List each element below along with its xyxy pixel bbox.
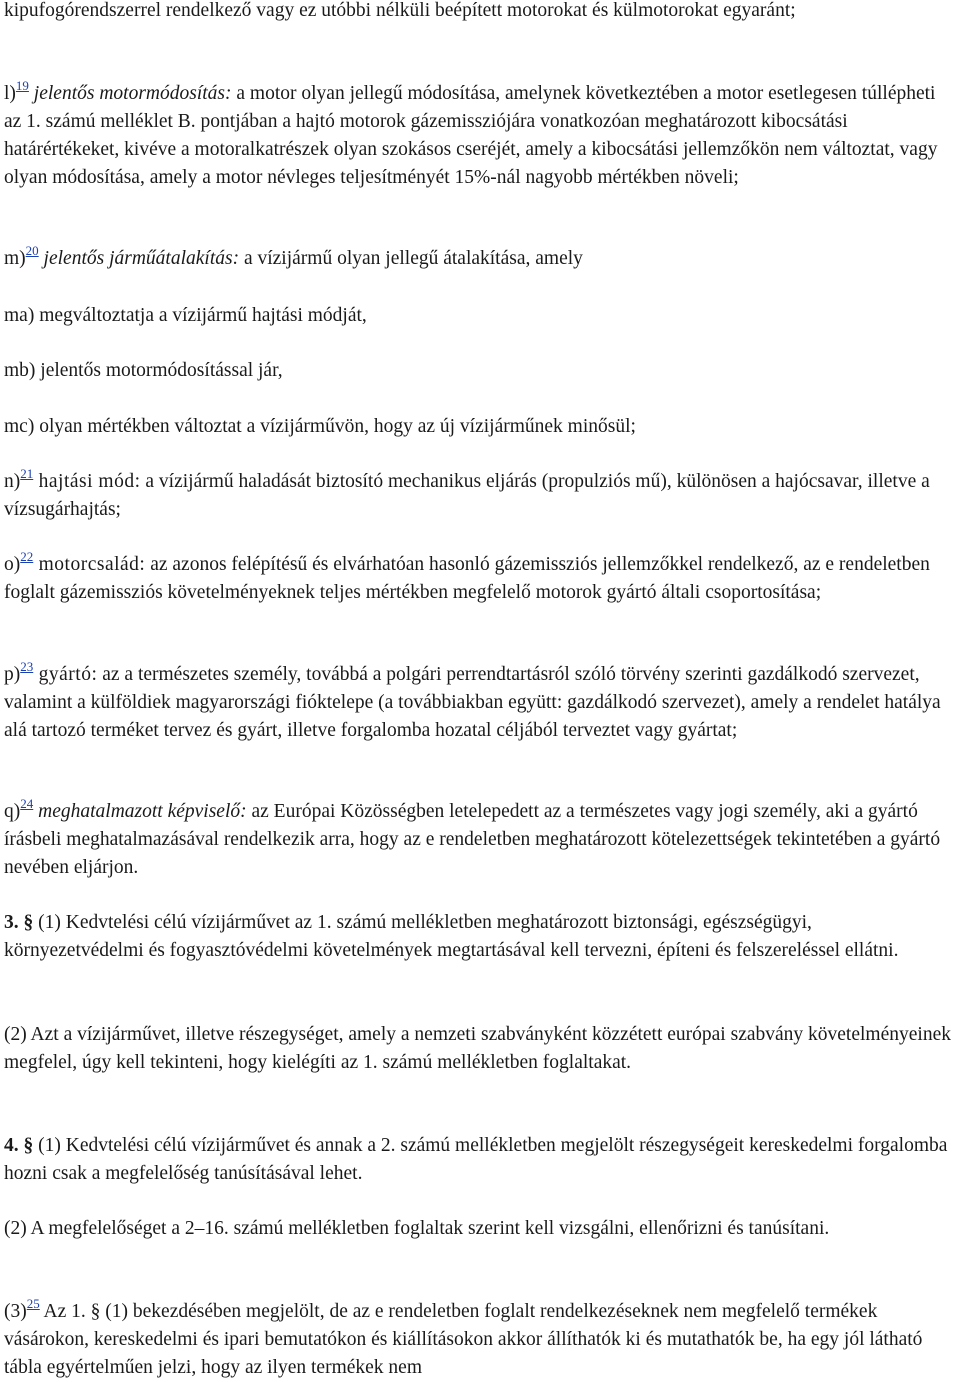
footnote-link-20[interactable]: 20 (25, 243, 39, 258)
item-label: m) (4, 248, 26, 269)
term: meghatalmazott képviselő: (33, 801, 247, 822)
definition-text: az azonos felépítésű és elvárhatóan hasonló gázemissziós jellemzőkkel rendelkező, az e rendeletben foglalt gázemissziós követelményeknek teljes mértékben megfelelő motorok gyártó általi csoportosítása; (4, 554, 930, 603)
term: jelentős motormódosítás: (28, 83, 232, 104)
definition-o (4, 551, 952, 607)
paragraph-text: mb) jelentős motormódosítással jár, (4, 360, 283, 381)
footnote-link-25[interactable]: 25 (26, 1296, 40, 1311)
paragraph-text: (1) Kedvtelési célú vízijárművet és annak a 2. számú mellékletben megjelölt részegységeit kereskedelmi forgalomba hozni csak a megfelelőség tanúsításával lehet. (4, 1135, 948, 1184)
definition-m (4, 245, 952, 273)
section-3-paragraph-1 (4, 909, 952, 965)
subitem-mc (4, 413, 952, 441)
definition-p (4, 661, 952, 745)
footnote-link-19[interactable]: 19 (15, 78, 29, 93)
paragraph-text: Az 1. § (1) bekezdésében megjelölt, de az e rendeletben foglalt rendelkezéseknek nem megfelelő termékek vásárokon, kereskedelmi és ipari bemutatókon és kiállításokon akkor állíthatók ki és mutathatók be, ha egy jól látható tábla egyértelműen jelzi, hogy az ilyen termékek nem (4, 1301, 923, 1378)
section-4-paragraph-3 (4, 1298, 952, 1382)
definition-text: a motor olyan jellegű módosítása, amelynek következtében a motor esetlegesen túllépheti az 1. számú melléklet B. pontjában a hajtó motorok gázemissziójára vonatkozóan meghatározott kibocsátási határértékeket, kivéve a motoralkatrészek olyan szokásos cseréjét, amely a kibocsátási jellemzőkön nem változtat, vagy olyan módosítása, amely a motor névleges teljesítményét 15%-nál nagyobb mértékben növeli; (4, 83, 938, 188)
footnote-link-24[interactable]: 24 (20, 796, 34, 811)
paragraph-text: mc) olyan mértékben változtat a vízijárművön, hogy az új vízijárműnek minősül; (4, 416, 636, 437)
section-4-paragraph-1 (4, 1132, 952, 1188)
footnote-link-21[interactable]: 21 (20, 466, 34, 481)
item-label: p) (4, 664, 21, 685)
term: jelentős járműátalakítás: (38, 248, 240, 269)
term: gyártó: (33, 664, 98, 685)
section-number: 4. § (4, 1135, 34, 1156)
section-number: 3. § (4, 912, 34, 933)
subitem-ma (4, 302, 952, 330)
section-3-paragraph-2 (4, 1021, 952, 1077)
paragraph-text: (2) A megfelelőséget a 2–16. számú mellékletben foglaltak szerint kell vizsgálni, ellenőrizni és tanúsítani. (4, 1218, 830, 1239)
item-label: o) (4, 554, 21, 575)
item-label: q) (4, 801, 21, 822)
item-label: n) (4, 471, 21, 492)
footnote-link-22[interactable]: 22 (20, 549, 34, 564)
subitem-mb (4, 357, 952, 385)
item-label: (3) (4, 1301, 27, 1322)
section-4-paragraph-2 (4, 1215, 952, 1243)
term: hajtási mód: (33, 471, 141, 492)
definition-q (4, 798, 952, 882)
paragraph-text: kipufogórendszerrel rendelkező vagy ez utóbbi nélküli beépített motorokat és külmotorokat egyaránt; (4, 0, 796, 21)
paragraph-text: (2) Azt a vízijárművet, illetve részegységet, amely a nemzeti szabványként közzétett európai szabvány követelményeinek megfelel, úgy kell tekinteni, hogy kielégíti az 1. számú mellékletben foglaltakat. (4, 1024, 951, 1073)
definition-text: a vízijármű olyan jellegű átalakítása, amely (239, 248, 583, 269)
paragraph-text: ma) megváltoztatja a vízijármű hajtási módját, (4, 305, 367, 326)
definition-l (4, 80, 952, 192)
definition-n (4, 468, 952, 524)
definition-text: a vízijármű haladását biztosító mechanikus eljárás (propulziós mű), különösen a hajócsavar, illetve a vízsugárhajtás; (4, 471, 930, 520)
definition-text: az a természetes személy, továbbá a polgári perrendtartásról szóló törvény szerinti gazdálkodó szervezet, valamint a külföldiek magyarországi fióktelepe (a továbbiakban együtt: gazdálkodó szervezet), amely a rendelet hatálya alá tartozó terméket tervez és gyárt, illetve forgalomba hozatal céljából terveztet vagy gyártat; (4, 664, 941, 741)
definition-text: az Európai Közösségben letelepedett az a természetes vagy jogi személy, aki a gyártó írásbeli meghatalmazásával rendelkezik arra, hogy az e rendeletben meghatározott kötelezettségek tekintetében a gyártó nevében eljárjon. (4, 801, 941, 878)
footnote-link-23[interactable]: 23 (20, 659, 34, 674)
item-label: l) (4, 83, 16, 104)
paragraph-k-continuation (4, 0, 952, 25)
term: motorcsalád: (33, 554, 146, 575)
paragraph-text: (1) Kedvtelési célú vízijárművet az 1. számú mellékletben meghatározott biztonsági, egészségügyi, környezetvédelmi és fogyasztóvédelmi követelmények megtartásával kell tervezni, építeni és felszereléssel ellátni. (4, 912, 899, 961)
